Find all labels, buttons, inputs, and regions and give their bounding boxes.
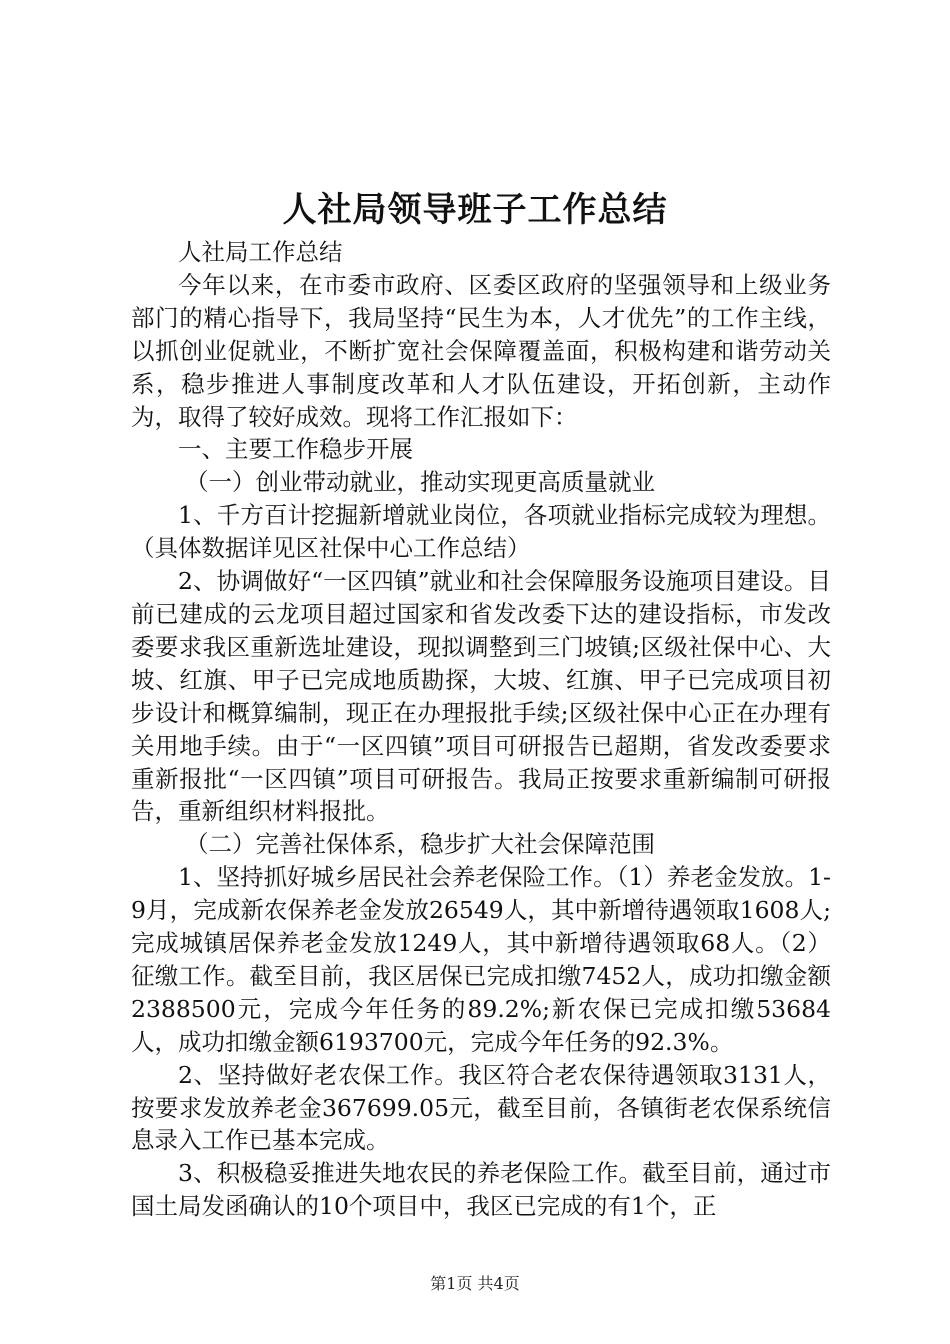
document-title: 人社局领导班子工作总结: [282, 190, 668, 230]
paragraph-social-security-3: 3、积极稳妥推进失地农民的养老保险工作。截至目前，通过市国土局发函确认的10个项目中，我区已完成的有1个，正: [131, 1159, 831, 1221]
document-body: [131, 236, 831, 1223]
paragraph-social-security-2: 2、坚持做好老农保工作。我区符合老农保待遇领取3131人，按要求发放养老金367699.05元，截至目前，各镇街老农保系统信息录入工作已基本完成。: [131, 1060, 831, 1155]
paragraph-intro: 今年以来，在市委市政府、区委区政府的坚强领导和上级业务部门的精心指导下，我局坚持“民生为本，人才优先”的工作主线，以抓创业促就业，不断扩宽社会保障覆盖面，积极构建和谐劳动关系，稳步推进人事制度改革和人才队伍建设，开拓创新，主动作为，取得了较好成效。现将工作汇报如下：: [131, 270, 831, 431]
paragraph-employment-2: 2、协调做好“一区四镇”就业和社会保障服务设施项目建设。目前已建成的云龙项目超过国家和省发改委下达的建设指标，市发改委要求我区重新选址建设，现拟调整到三门坡镇;区级社保中心、大坡、红旗、甲子已完成地质勘探，大坡、红旗、甲子已完成项目初步设计和概算编制，现正在办理报批手续;区级社保中心正在办理有关用地手续。由于“一区四镇”项目可研报告已超期，省发改委要求重新报批“一区四镇”项目可研报告。我局正按要求重新编制可研报告，重新组织材料报批。: [131, 567, 831, 826]
section-heading-employment: （一）创业带动就业，推动实现更高质量就业: [185, 468, 656, 497]
page-footer: 第1页 共4页: [430, 1274, 520, 1293]
paragraph-subtitle: 人社局工作总结: [178, 238, 343, 266]
paragraph-social-security-1: 1、坚持抓好城乡居民社会养老保险工作。（1）养老金发放。1-9月，完成新农保养老金发放26549人，其中新增待遇领取1608人;完成城镇居保养老金发放1249人，其中新增待遇领取68人。（2）征缴工作。截至目前，我区居保已完成扣缴7452人，成功扣缴金额2388500元，完成今年任务的89.2%;新农保已完成扣缴53684人，成功扣缴金额6193700元，完成今年任务的92.3%。: [131, 863, 831, 1056]
paragraph-employment-1: 1、千方百计挖掘新增就业岗位，各项就业指标完成较为理想。（具体数据详见区社保中心工作总结）: [131, 501, 831, 563]
section-heading-main-work: 一、主要工作稳步开展: [178, 435, 413, 464]
section-heading-social-security: （二）完善社保体系，稳步扩大社会保障范围: [185, 830, 656, 859]
